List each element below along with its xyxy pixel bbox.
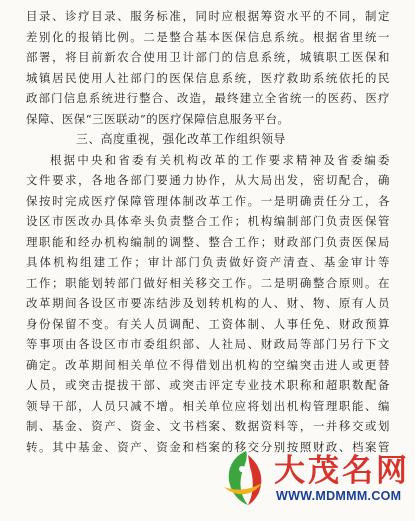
mdmmm-logo-icon — [218, 447, 276, 509]
text-line: 具体机构组建工作；审计部门负责做好资产清查、基金审计等 — [26, 255, 390, 269]
text-line: 制、基金、资产、资金、文书档案、数据资料等，一并移交或划 — [26, 419, 390, 433]
section-heading: 三、高度重视，强化改革工作组织领导 — [76, 132, 286, 146]
text-line: 人员，或突击提拔干部、或突击评定专业技术职称和超职数配备 — [26, 378, 390, 392]
text-line: 保按时完成医疗保障管理体制改革工作。一是明确责任分工，各 — [26, 193, 390, 208]
text-line: 文件要求，各地各部门要通力协作，从大局出发，密切配合，确 — [26, 173, 390, 187]
text-line: 转。其中基金、资产、资金和档案的移交分别按照财政、档案管 — [26, 439, 390, 454]
watermark-title: 大茂名网 — [274, 453, 410, 489]
site-watermark — [218, 445, 413, 517]
document-text — [26, 6, 390, 457]
text-line: 城镇居民使用人社部门的医保信息系统，医疗救助系统依托的民 — [26, 70, 390, 85]
text-line: 政部门信息系统进行整合、改造，最终建立全省统一的医药、医疗 — [26, 91, 390, 105]
text-line: 改革期间各设区市要冻结涉及划转机构的人、财、物、原有人员 — [26, 296, 390, 310]
text-line: 身份保留不变。有关人员调配、工资体制、人事任免、财政预算 — [26, 316, 390, 331]
text-line: 差别化的报销比例。二是整合基本医保信息系统。根据省里统一 — [26, 29, 390, 44]
text-line: 等事项由各设区市市委组织部、人社局、财政局等部门另行下文 — [26, 337, 390, 351]
text-line: 设区市医改办具体牵头负责整合工作；机构编制部门负责医保管 — [26, 214, 390, 228]
text-line: 部署，将目前新农合使用卫计部门的信息系统，城镇职工医保和 — [26, 50, 390, 64]
watermark-url: WWW.MDMMM.COM — [276, 489, 402, 503]
text-line: 保障、医保“三医联动”的医疗保障信息服务平台。 — [26, 111, 290, 126]
text-line: 目录、诊疗目录、服务标准，同时应根据筹资水平的不同，制定 — [26, 9, 390, 23]
text-line: 领导干部，人员只减不增。相关单位应将划出机构管理职能、编 — [26, 398, 390, 413]
text-line: 确定。改革期间相关单位不得借划出机构的空编突击进人或更替 — [26, 357, 390, 372]
text-line: 根据中央和省委有关机构改革的工作要求精神及省委编委 — [50, 152, 390, 167]
text-line: 理职能和经办机构编制的调整、整合工作；财政部门负责医保局 — [26, 234, 390, 249]
text-line: 工作；职能划转部门做好相关移交工作。二是明确整合原则。在 — [26, 275, 390, 290]
